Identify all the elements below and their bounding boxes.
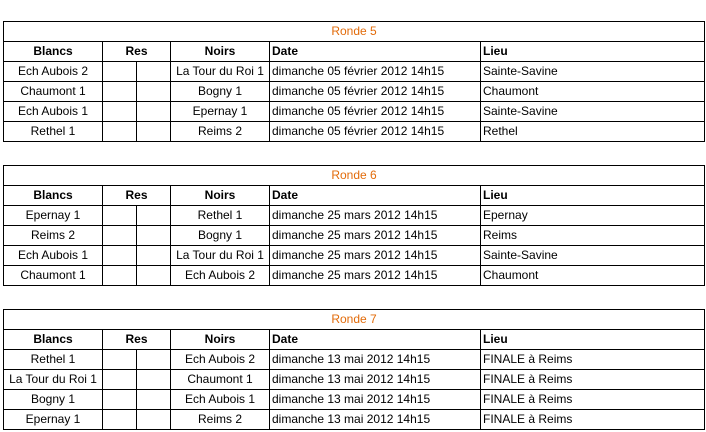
round-title: Ronde 6 bbox=[4, 166, 705, 186]
round-title: Ronde 5 bbox=[4, 22, 705, 42]
res-cell bbox=[137, 82, 171, 102]
table-row bbox=[4, 410, 705, 430]
lieu-cell: Epernay bbox=[481, 206, 705, 226]
round-title: Ronde 7 bbox=[4, 310, 705, 330]
noirs-cell: Ech Aubois 1 bbox=[171, 390, 270, 410]
date-cell: dimanche 25 mars 2012 14h15 bbox=[270, 266, 481, 286]
res-cell bbox=[137, 206, 171, 226]
date-cell: dimanche 13 mai 2012 14h15 bbox=[270, 410, 481, 430]
round-6-block bbox=[3, 165, 704, 286]
date-cell: dimanche 25 mars 2012 14h15 bbox=[270, 206, 481, 226]
res-cell bbox=[103, 206, 137, 226]
noirs-cell: Reims 2 bbox=[171, 122, 270, 142]
round-5-block bbox=[3, 21, 704, 142]
blancs-cell: Bogny 1 bbox=[4, 390, 103, 410]
col-header-lieu: Lieu bbox=[481, 186, 705, 206]
lieu-cell: Chaumont bbox=[481, 82, 705, 102]
date-cell: dimanche 05 février 2012 14h15 bbox=[270, 62, 481, 82]
noirs-cell: Chaumont 1 bbox=[171, 370, 270, 390]
res-cell bbox=[137, 370, 171, 390]
noirs-cell: Bogny 1 bbox=[171, 226, 270, 246]
round-7-block bbox=[3, 309, 704, 430]
table-row bbox=[4, 246, 705, 266]
blancs-cell: Reims 2 bbox=[4, 226, 103, 246]
res-cell bbox=[137, 62, 171, 82]
table-row bbox=[4, 370, 705, 390]
lieu-cell: FINALE à Reims bbox=[481, 350, 705, 370]
round-table bbox=[3, 309, 705, 430]
col-header-noirs: Noirs bbox=[171, 42, 270, 62]
table-row bbox=[4, 266, 705, 286]
date-cell: dimanche 05 février 2012 14h15 bbox=[270, 82, 481, 102]
noirs-cell: La Tour du Roi 1 bbox=[171, 62, 270, 82]
res-cell bbox=[103, 266, 137, 286]
lieu-cell: Reims bbox=[481, 226, 705, 246]
lieu-cell: Rethel bbox=[481, 122, 705, 142]
res-cell bbox=[103, 122, 137, 142]
col-header-res: Res bbox=[103, 42, 171, 62]
res-cell bbox=[103, 350, 137, 370]
blancs-cell: Ech Aubois 1 bbox=[4, 102, 103, 122]
noirs-cell: Rethel 1 bbox=[171, 206, 270, 226]
res-cell bbox=[103, 370, 137, 390]
res-cell bbox=[103, 410, 137, 430]
res-cell bbox=[137, 102, 171, 122]
col-header-lieu: Lieu bbox=[481, 42, 705, 62]
table-row bbox=[4, 206, 705, 226]
res-cell bbox=[137, 266, 171, 286]
res-cell bbox=[103, 226, 137, 246]
col-header-date: Date bbox=[270, 330, 481, 350]
table-row bbox=[4, 82, 705, 102]
col-header-blancs: Blancs bbox=[4, 42, 103, 62]
col-header-noirs: Noirs bbox=[171, 330, 270, 350]
table-row bbox=[4, 390, 705, 410]
res-cell bbox=[137, 246, 171, 266]
col-header-noirs: Noirs bbox=[171, 186, 270, 206]
noirs-cell: Ech Aubois 2 bbox=[171, 266, 270, 286]
lieu-cell: FINALE à Reims bbox=[481, 370, 705, 390]
col-header-res: Res bbox=[103, 186, 171, 206]
res-cell bbox=[103, 390, 137, 410]
blancs-cell: Epernay 1 bbox=[4, 410, 103, 430]
date-cell: dimanche 13 mai 2012 14h15 bbox=[270, 350, 481, 370]
col-header-blancs: Blancs bbox=[4, 186, 103, 206]
res-cell bbox=[137, 390, 171, 410]
res-cell bbox=[137, 122, 171, 142]
res-cell bbox=[103, 82, 137, 102]
round-table bbox=[3, 21, 705, 142]
date-cell: dimanche 05 février 2012 14h15 bbox=[270, 122, 481, 142]
table-row bbox=[4, 102, 705, 122]
blancs-cell: Rethel 1 bbox=[4, 350, 103, 370]
res-cell bbox=[137, 226, 171, 246]
blancs-cell: Rethel 1 bbox=[4, 122, 103, 142]
blancs-cell: Chaumont 1 bbox=[4, 82, 103, 102]
res-cell bbox=[103, 102, 137, 122]
lieu-cell: Sainte-Savine bbox=[481, 62, 705, 82]
noirs-cell: La Tour du Roi 1 bbox=[171, 246, 270, 266]
table-row bbox=[4, 62, 705, 82]
table-row bbox=[4, 226, 705, 246]
lieu-cell: FINALE à Reims bbox=[481, 390, 705, 410]
lieu-cell: FINALE à Reims bbox=[481, 410, 705, 430]
noirs-cell: Bogny 1 bbox=[171, 82, 270, 102]
col-header-date: Date bbox=[270, 186, 481, 206]
date-cell: dimanche 13 mai 2012 14h15 bbox=[270, 370, 481, 390]
lieu-cell: Sainte-Savine bbox=[481, 102, 705, 122]
lieu-cell: Chaumont bbox=[481, 266, 705, 286]
blancs-cell: Ech Aubois 2 bbox=[4, 62, 103, 82]
res-cell bbox=[137, 350, 171, 370]
lieu-cell: Sainte-Savine bbox=[481, 246, 705, 266]
noirs-cell: Reims 2 bbox=[171, 410, 270, 430]
blancs-cell: Ech Aubois 1 bbox=[4, 246, 103, 266]
table-row bbox=[4, 122, 705, 142]
blancs-cell: Chaumont 1 bbox=[4, 266, 103, 286]
col-header-blancs: Blancs bbox=[4, 330, 103, 350]
noirs-cell: Ech Aubois 2 bbox=[171, 350, 270, 370]
blancs-cell: La Tour du Roi 1 bbox=[4, 370, 103, 390]
date-cell: dimanche 25 mars 2012 14h15 bbox=[270, 246, 481, 266]
res-cell bbox=[103, 62, 137, 82]
blancs-cell: Epernay 1 bbox=[4, 206, 103, 226]
res-cell bbox=[103, 246, 137, 266]
col-header-date: Date bbox=[270, 42, 481, 62]
date-cell: dimanche 13 mai 2012 14h15 bbox=[270, 390, 481, 410]
col-header-lieu: Lieu bbox=[481, 330, 705, 350]
date-cell: dimanche 05 février 2012 14h15 bbox=[270, 102, 481, 122]
table-row bbox=[4, 350, 705, 370]
round-table bbox=[3, 165, 705, 286]
res-cell bbox=[137, 410, 171, 430]
col-header-res: Res bbox=[103, 330, 171, 350]
date-cell: dimanche 25 mars 2012 14h15 bbox=[270, 226, 481, 246]
noirs-cell: Epernay 1 bbox=[171, 102, 270, 122]
